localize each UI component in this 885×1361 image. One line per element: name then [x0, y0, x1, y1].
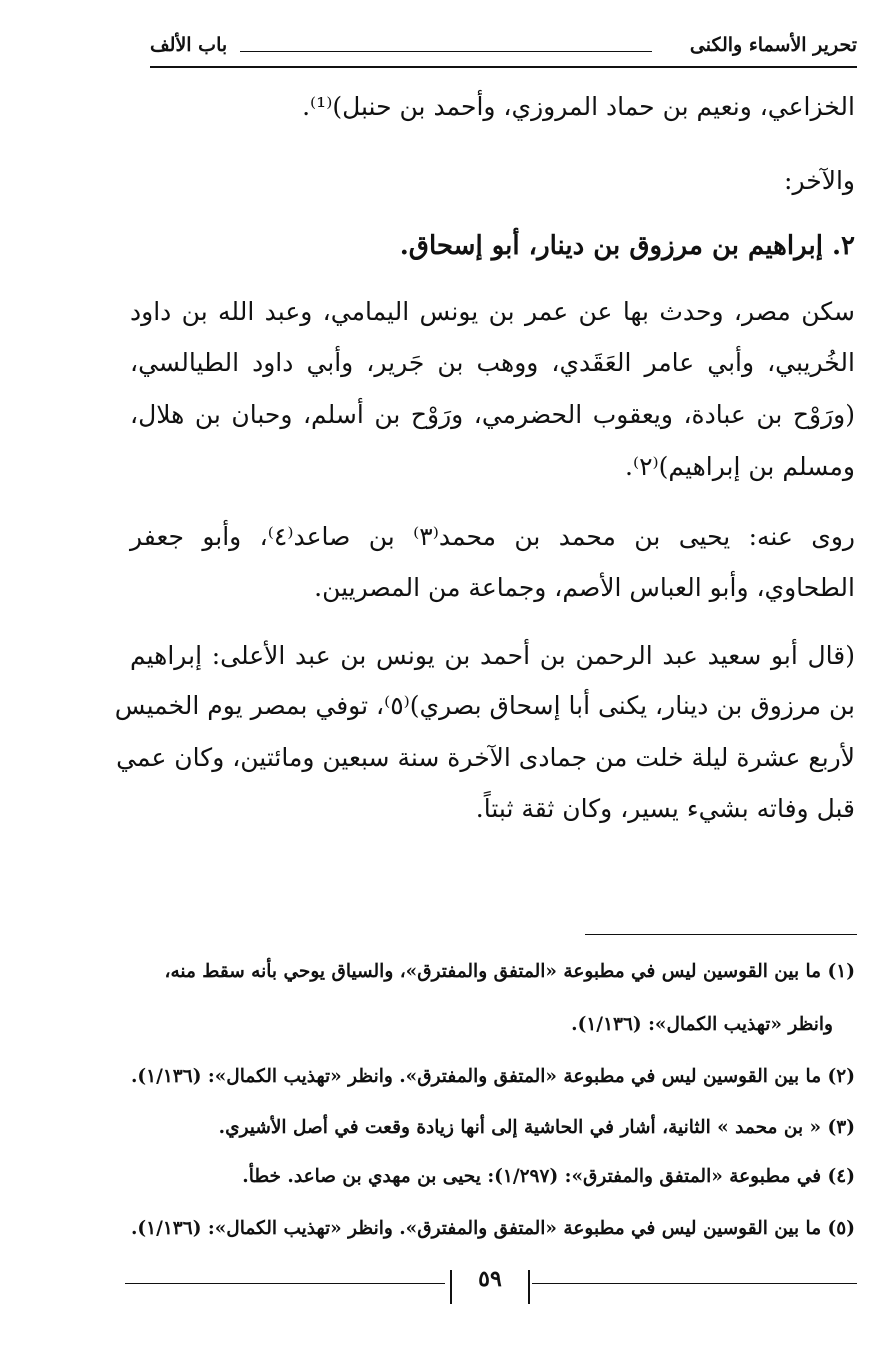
text-line: الطحاوي، وأبو العباس الأصم، وجماعة من المصريين. [314, 573, 855, 602]
text-line: (ورَوْح بن عبادة، ويعقوب الحضرمي، ورَوْح بن أسلم، وحبان بن هلال، [130, 400, 855, 429]
running-header [150, 34, 857, 66]
book-title: تحرير الأسماء والكنى [689, 34, 857, 56]
footnote-separator [585, 934, 857, 935]
page-number: ٥٩ [478, 1266, 502, 1292]
footnote: (٣) « بن محمد » الثانية، أشار في الحاشية إلى أنها زيادة وقعت في أصل الأشيري. [218, 1117, 855, 1138]
text-line: (قال أبو سعيد عبد الرحمن بن أحمد بن يونس بن عبد الأعلى: إبراهيم [130, 641, 855, 670]
text-line: الخُريبي، وأبي عامر العَقَدي، ووهب بن جَرير، وأبي داود الطيالسي، [130, 348, 855, 377]
text-line: لأربع عشرة ليلة خلت من جمادى الآخرة سنة سبعين ومائتين، وكان عمي [116, 743, 855, 772]
text-line: سكن مصر، وحدث بها عن عمر بن يونس اليمامي، وعبد الله بن داود [130, 297, 855, 326]
footnote: (٥) ما بين القوسين ليس في مطبوعة «المتفق والمفترق». وانظر «تهذيب الكمال»: (١/١٣٦). [130, 1218, 855, 1239]
text-line: والآخر: [784, 166, 855, 195]
footnote: (١) ما بين القوسين ليس في مطبوعة «المتفق والمفترق»، والسياق يوحي بأنه سقط منه، [164, 961, 855, 982]
header-dash [240, 51, 652, 52]
footnote: (٤) في مطبوعة «المتفق والمفترق»: (١/٢٩٧): يحيى بن مهدي بن صاعد. خطأ. [242, 1166, 855, 1187]
text-line: الخزاعي، ونعيم بن حماد المروزي، وأحمد بن حنبل)⁽¹⁾. [302, 92, 855, 121]
page-rule-left [125, 1283, 445, 1284]
text-line: روى عنه: يحيى بن محمد بن محمد⁽٣⁾ بن صاعد⁽٤⁾، وأبو جعفر [130, 522, 855, 551]
text-line: بن مرزوق بن دينار، يكنى أبا إسحاق بصري)⁽٥⁾، توفي بمصر يوم الخميس [114, 691, 855, 720]
page-rule-right [532, 1283, 857, 1284]
text-line: ومسلم بن إبراهيم)⁽٢⁾. [625, 452, 855, 481]
page-number-bracket-right [528, 1270, 530, 1304]
header-rule [150, 66, 857, 68]
text-line: قبل وفاته بشيء يسير، وكان ثقة ثبتاً. [475, 794, 855, 823]
footnote: (٢) ما بين القوسين ليس في مطبوعة «المتفق والمفترق». وانظر «تهذيب الكمال»: (١/١٣٦). [130, 1066, 855, 1087]
chapter-title: باب الألف [150, 34, 228, 56]
entry-heading: ٢. إبراهيم بن مرزوق بن دينار، أبو إسحاق. [399, 231, 855, 261]
footnote-continuation: وانظر «تهذيب الكمال»: (١/١٣٦). [571, 1014, 833, 1035]
